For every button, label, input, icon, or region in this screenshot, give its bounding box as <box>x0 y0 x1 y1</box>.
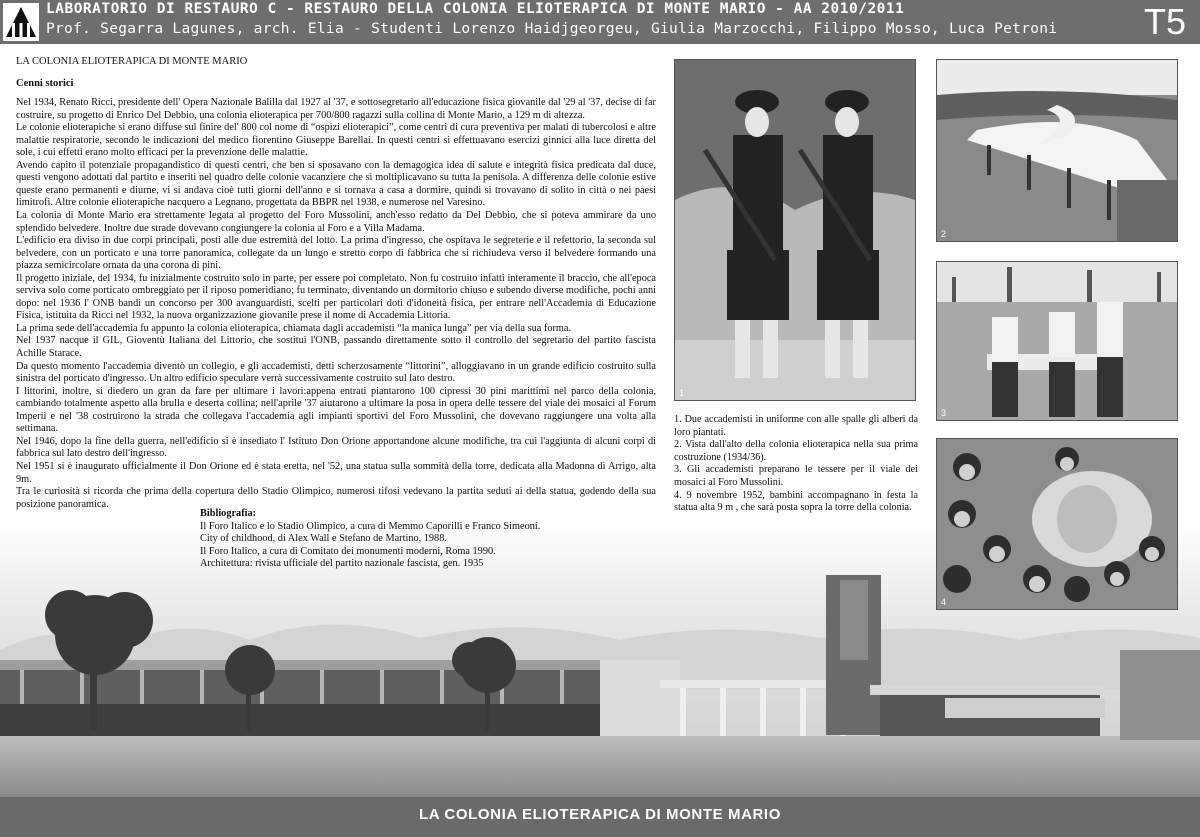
paragraph: La prima sede dell'accademia fu appunto la colonia elioterapica, chiamata dagli accademisti “la manica lunga” per via della sua forma. <box>16 322 572 334</box>
bibliography-item: Il Foro Italico, a cura di Comitato dei monumenti moderni, Roma 1990. <box>200 545 496 557</box>
photo-statue-children <box>936 438 1178 610</box>
paragraph: Nel 1934, Renato Ricci, presidente dell' Opera Nazionale Balilla dal 1927 al '37, e sottosegretario all'educazione fisica giovanile dal '29 al '37, decise di far costruire, su progetto di Enrico Del Debbio, una colonia elioterapica per 700/800 ragazzi sulla collina di Monte Mario, a 129 m di altezza. <box>16 97 656 121</box>
paragraph: Nel 1937 nacque il GIL, Gioventù Italiana del Littorio, che sostituì l'ONB, passando direttamente sotto il controllo del segretario del partito fascista Achille Starace. <box>16 335 656 360</box>
photo-aerial-view <box>936 59 1178 242</box>
caption: 2. Vista dall'alto della colonia elioterapica nella sua prima costruzione (1934/36). <box>674 439 918 463</box>
paragraph: Il progetto iniziale, del 1934, fu inizialmente costruito solo in parte, per essere poi completato. Non fu costruito infatti interamente il braccio, che all'epoca serviva solo come porticato ombreggiato per il riposo pomeridiano; fu terminato, diventando un dormitorio chiuso e subendo diverse modifiche, pochi anni dopo: nel 1936 l' ONB bandì un concorso per 300 avanguardisti, scelti per particolari doti d'idoneità fisica, per entrare nell'Accademia di Educazione Fisica, istituita da Ricci nel 1932, la nuova organizzazione giovanile prese il nome di Accademia Littoria. <box>16 272 656 322</box>
logo-icon <box>3 3 39 41</box>
header-title: LABORATORIO DI RESTAURO C - RESTAURO DELLA COLONIA ELIOTERAPICA DI MONTE MARIO - AA 2010/2011 <box>46 1 905 17</box>
bibliography-title: Bibliografia: <box>200 508 257 519</box>
article-text <box>16 56 656 511</box>
paragraph: Avendo capito il potenziale propagandistico di questi centri, che ben si sposavano con la demagogica idea di salute e integrità fisica predicata dal duce, questi vengono adottati dal partito e inseriti nel quadro delle colonie vacanziere che si moltiplicavano su tutta la penisola. A differenza delle colonie estive queste erano permanenti e diurne, vi si andava cioè tutti giorni dell'anno e si tornava a casa a dormire, quindi si trovavano di solito in città o nei paesi limitrofi. Altre colonie elioterapiche nacquero a Legnano, progettata da BBPR nel 1938, e numerose nel Varesino. <box>16 159 656 209</box>
paragraph: Da questo momento l'accademia diventò un collegio, e gli accademisti, detti scherzosamente “littorini”, alloggiavano in un grande edificio costruito sulla sinistra del porticato d'ingresso. Un altro edificio speculare verrà successivamente costruito sul lato destro. <box>16 360 656 385</box>
article-title: LA COLONIA ELIOTERAPICA DI MONTE MARIO <box>16 56 248 67</box>
photo-number: 2 <box>941 229 947 239</box>
photo-number: 1 <box>679 388 685 398</box>
paragraph: I littorini, inoltre, si diedero un gran da fare per ultimare i lavori:appena entrati piantarono 100 cipressi 30 pini marittimi nel parco della colonia, cambiando totalmente aspetto alla brulla e deserta collina; nell'aprile '37 aiutarono a ultimare la posa in opera delle tessere del viale dei mosaici al Forum Imperii e nel '38 costruirono la strada che collegava l'accademia agli impianti sportivi del Foro Mussolini, che dovevano raggiungere una volta alla settimana. <box>16 385 656 435</box>
photo-number: 4 <box>941 597 947 607</box>
paragraph: La colonia di Monte Mario era strettamente legata al progetto del Foro Mussolini, anch'esso redatto da Del Debbio, che si poteva ammirare da uno splendido belvedere. Inoltre due strade dovevano congiungere la colonia al Foro e a Villa Madama. <box>16 210 656 234</box>
paragraph: Tra le curiosità si ricorda che prima della copertura dello Stadio Olimpico, numerosi tifosi vedevano la partita seduti ai della statua, godendo della sua posizione panoramica. <box>16 486 656 510</box>
photo-mosaic-tiles <box>936 261 1178 421</box>
photo-captions <box>674 414 918 515</box>
bibliography-item: Il Foro Italico e lo Stadio Olimpico, a cura di Memmo Caporilli e Franco Simeoni. <box>200 520 541 532</box>
caption: 4. 9 novembre 1952, bambini accompagnano in festa la statua alta 9 m , che sarà posta sopra la torre della colonia. <box>674 489 918 514</box>
caption: 3. Gli accademisti preparano le tessere per il viale dei mosaici al Foro Mussolini. <box>674 464 918 488</box>
paragraph: Nel 1946, dopo la fine della guerra, nell'edificio si è insediato l' Istituto Don Orione apportandone alcune modifiche, tra cui l'aggiunta di alcuni corpi di fabbrica sul lato destro dell'ingresso. <box>16 435 656 460</box>
photo-number: 3 <box>941 408 947 418</box>
bibliography-item: Architettura: rivista ufficiale del partito nazionale fascista, gen. 1935 <box>200 558 484 569</box>
bibliography-item: City of childhood, di Alex Wall e Stefano de Martino, 1988. <box>200 533 447 544</box>
bibliography <box>200 508 540 571</box>
header-subtitle: Prof. Segarra Lagunes, arch. Elia - Studenti Lorenzo Haidjgeorgeu, Giulia Marzocchi, Filippo Mosso, Luca Petroni <box>46 21 1058 37</box>
paragraph: Le colonie elioterapiche si erano diffuse sul finire del' 800 col nome di “ospizi elioterapici”, come centri di cura preventiva per malati di tubercolosi e altre malattie respiratorie, secondo le indicazioni del medico fiorentino Giuseppe Barellai. In questi centri si effettuavano esercizi ginnici alla luce diretta del sole, i cui effetti erano molto efficaci per la prevenzione delle malattie. <box>16 122 656 159</box>
sheet-code: T5 <box>1143 1 1186 42</box>
photo-academists-uniform <box>674 59 916 401</box>
caption: 1. Due accademisti in uniforme con alle spalle gli alberi da loro piantati. <box>674 414 918 438</box>
paragraph: Nel 1951 si è inaugurato ufficialmente il Don Orione ed è stata eretta, nel '52, una statua sulla sommità della torre, dedicata alla Madonna di Arrigo, alta 9m. <box>16 460 656 485</box>
header-bar <box>0 0 1200 44</box>
footer-title: LA COLONIA ELIOTERAPICA DI MONTE MARIO <box>0 797 1200 837</box>
paragraph: L'edificio era diviso in due corpi principali, posti alle due estremità del lotto. La prima d'ingresso, che ospitava le segreterie e il refettorio, la seconda sul belvedere, con un porticato e una torre panoramica, collegate da un lungo e stretto corpo di fabbrica che si richiudeva verso il belvedere formando una piazza semicircolare ornata da una corona di pini. <box>16 235 656 272</box>
section-heading: Cenni storici <box>16 77 74 89</box>
